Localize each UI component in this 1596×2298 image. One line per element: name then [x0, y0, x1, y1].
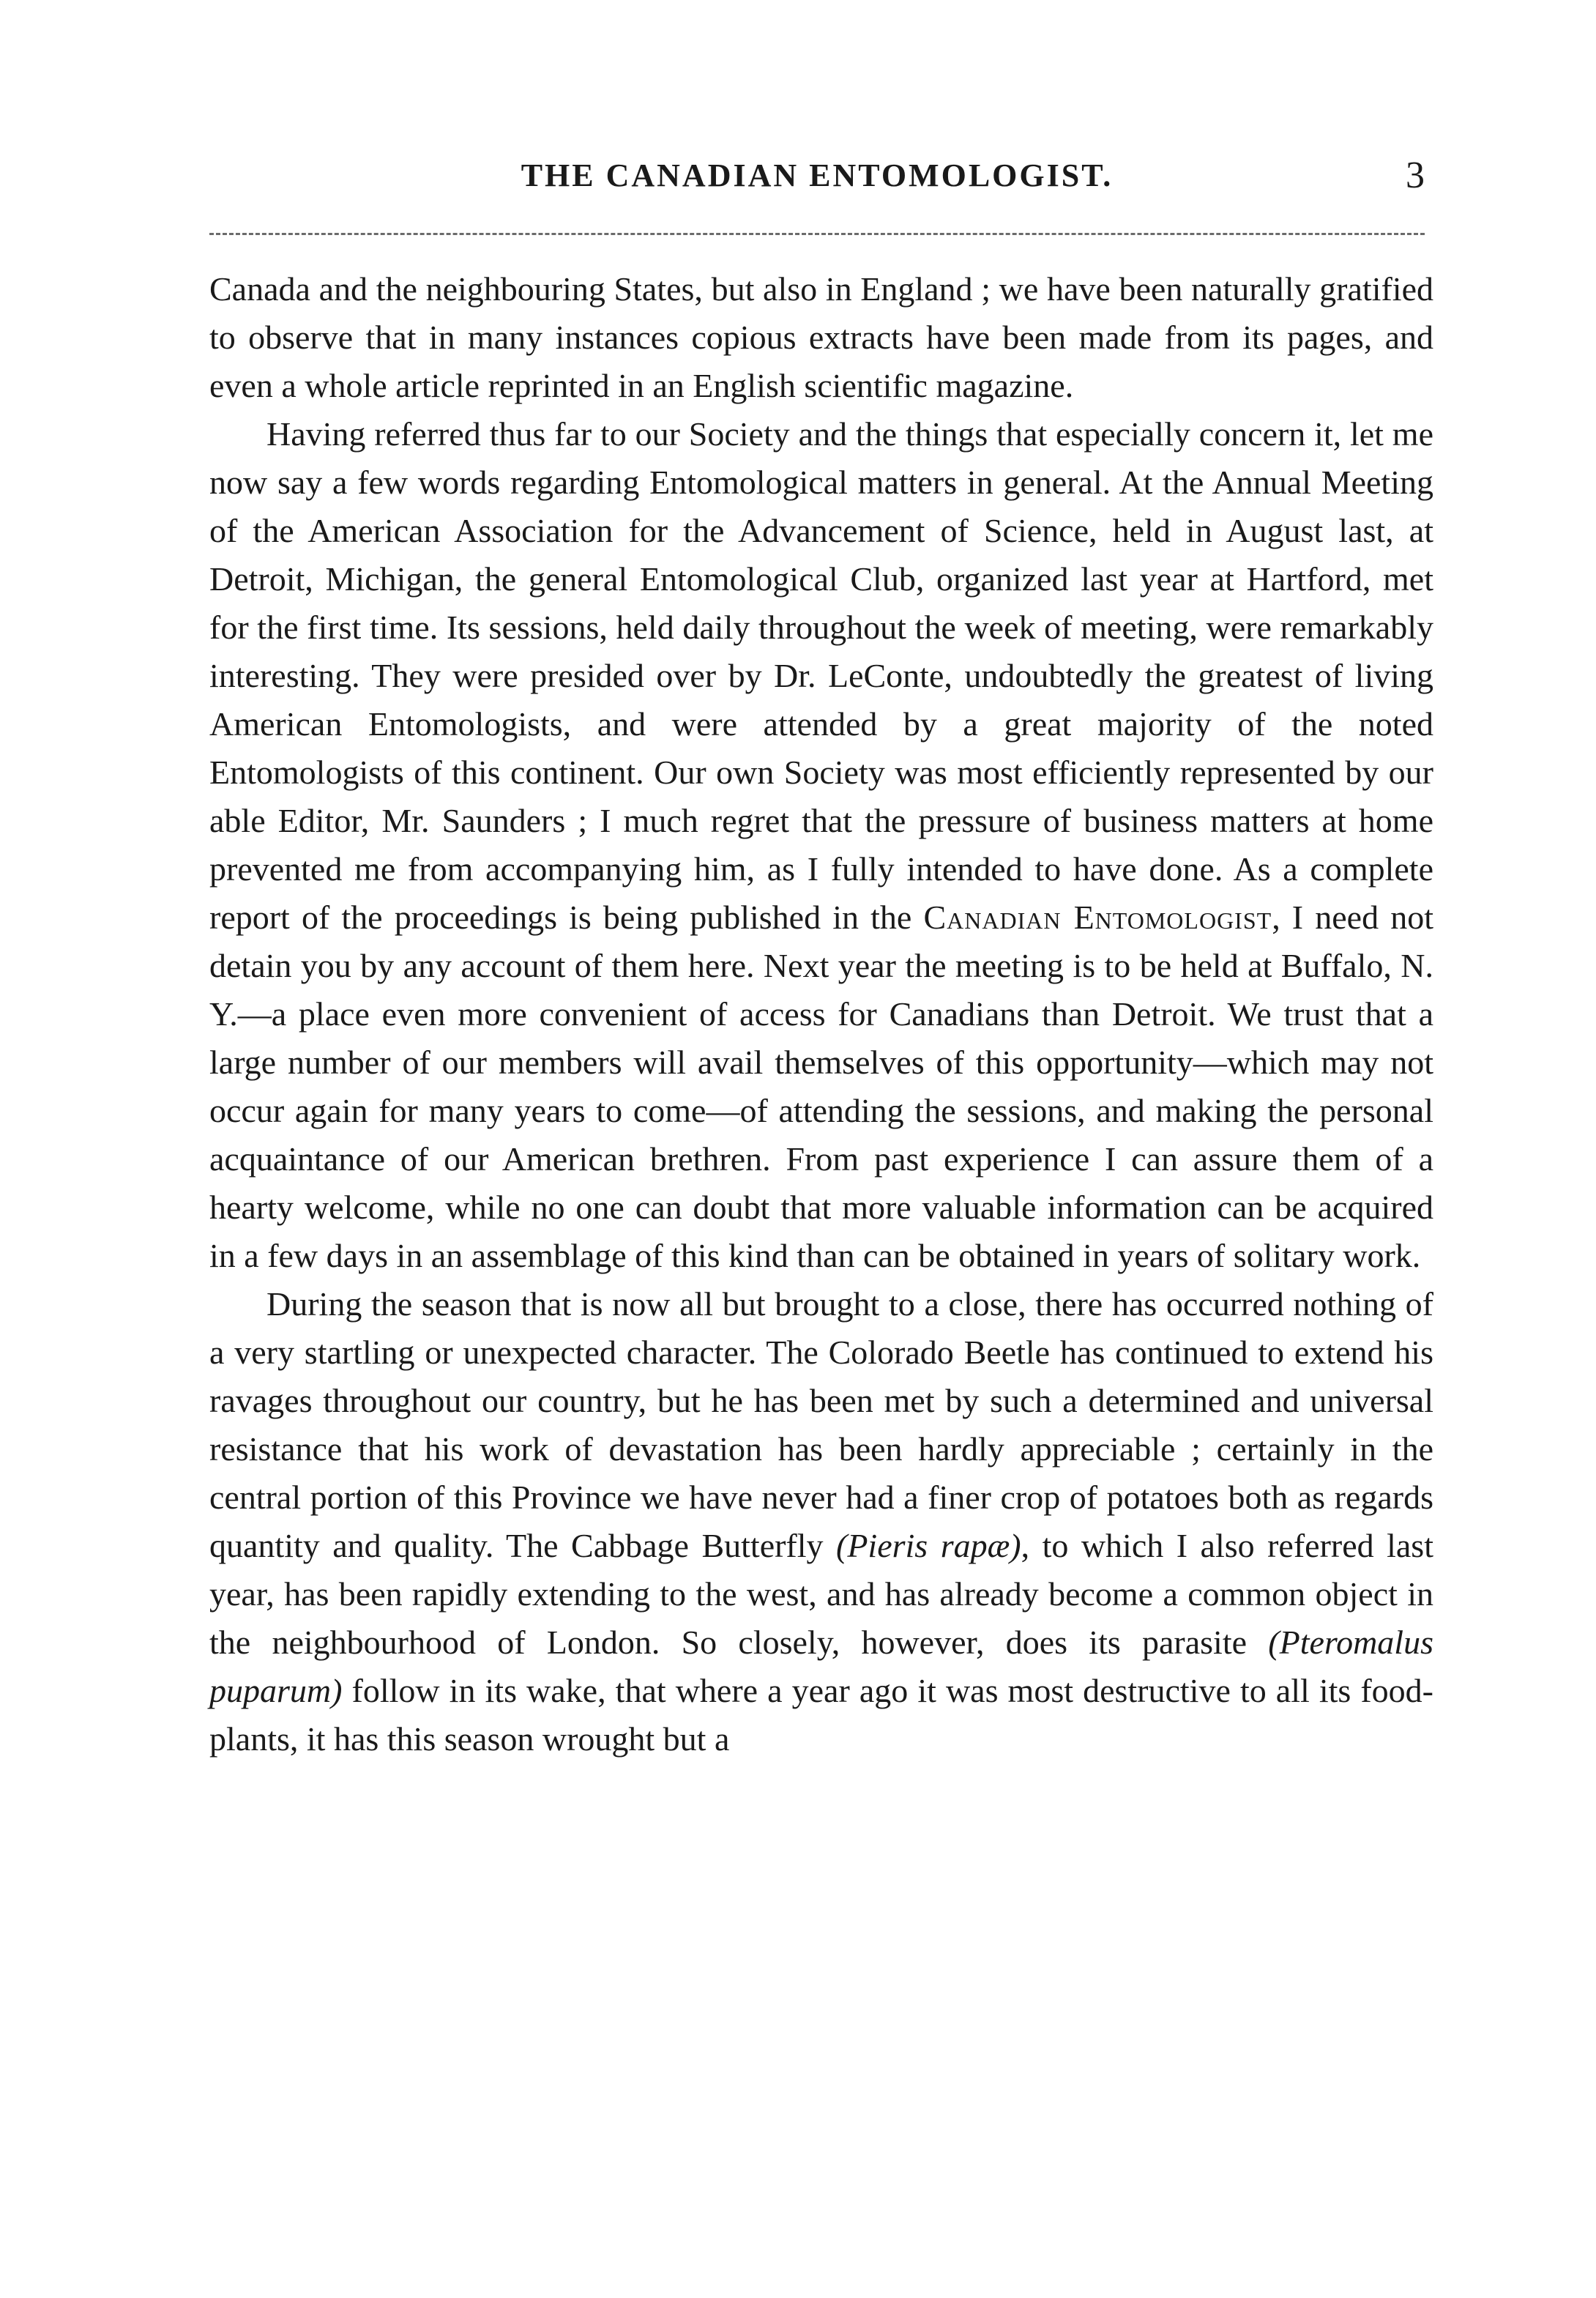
paragraph-3	[209, 1280, 1433, 1763]
paragraph-3-text-a: During the season that is now all but brought to a close, there has occurred nothing of a very startling or unexpected character. The Colorado Beetle has continued to extend his ravages throughout our country, but he has been met by such a determined and universal resistance that his work of devastation has been hardly appreciable ; certainly in the central portion of this Province we have never had a finer crop of potatoes both as regards quantity and quality. The Cabbage Butterfly	[209, 1285, 1433, 1564]
paragraph-1-text: Canada and the neighbouring States, but also in England ; we have been naturally gratified to observe that in many instances copious extracts have been made from its pages, and even a whole article reprinted in an English scientific magazine.	[209, 270, 1433, 404]
header-rule	[209, 233, 1425, 235]
paragraph-3-text-c: follow in its wake, that where a year ago it was most destructive to all its food-plants, it has this season wrought but a	[209, 1672, 1433, 1758]
running-title: THE CANADIAN ENTOMOLOGIST.	[521, 157, 1114, 193]
running-head	[209, 150, 1425, 201]
paragraph-3-text-b: , to which I also referred last year, has been rapidly extending to the west, and has already become a common object in the neighbourhood of London. So closely, however, does its parasite	[209, 1527, 1433, 1661]
paragraph-2-text-a: Having referred thus far to our Society and the things that especially concern it, let me now say a few words regarding Entomological matters in general. At the Annual Meeting of the American Association for the Advancement of Science, held in August last, at Detroit, Michigan, the general Entomological Club, organized last year at Hartford, met for the first time. Its sessions, held daily throughout the week of meeting, were remarkably interesting. They were presided over by Dr. LeConte, undoubtedly the greatest of living American Entomologists, and were attended by a great majority of the noted Entomologists of this continent. Our own Society was most efficiently represented by our able Editor, Mr. Saunders ; I much regret that the pressure of business matters at home prevented me from accompanying him, as I fully intended to have done. As a complete report of the proceedings is being published in the	[209, 415, 1433, 936]
species-name-pteromalus: (Pteromalus puparum)	[209, 1624, 1433, 1709]
paragraph-2	[209, 410, 1433, 1280]
page-number: 3	[1406, 155, 1425, 196]
paragraph-2-text-b: , I need not detain you by any account of them here. Next year the meeting is to be held at Buffalo, N. Y.—a place even more convenient of access for Canadians than Detroit. We trust that a large number of our members will avail themselves of this opportunity—which may not occur again for many years to come—of attending the sessions, and making the personal acquaintance of our American brethren. From past experience I can assure them of a hearty welcome, while no one can doubt that more valuable information can be acquired in a few days in an assemblage of this kind than can be obtained in years of solitary work.	[209, 899, 1433, 1274]
species-name-pieris: (Pieris rapæ)	[836, 1527, 1021, 1564]
journal-name: Canadian Entomologist	[923, 899, 1272, 936]
body-text	[209, 265, 1433, 1763]
paragraph-1	[209, 265, 1433, 410]
